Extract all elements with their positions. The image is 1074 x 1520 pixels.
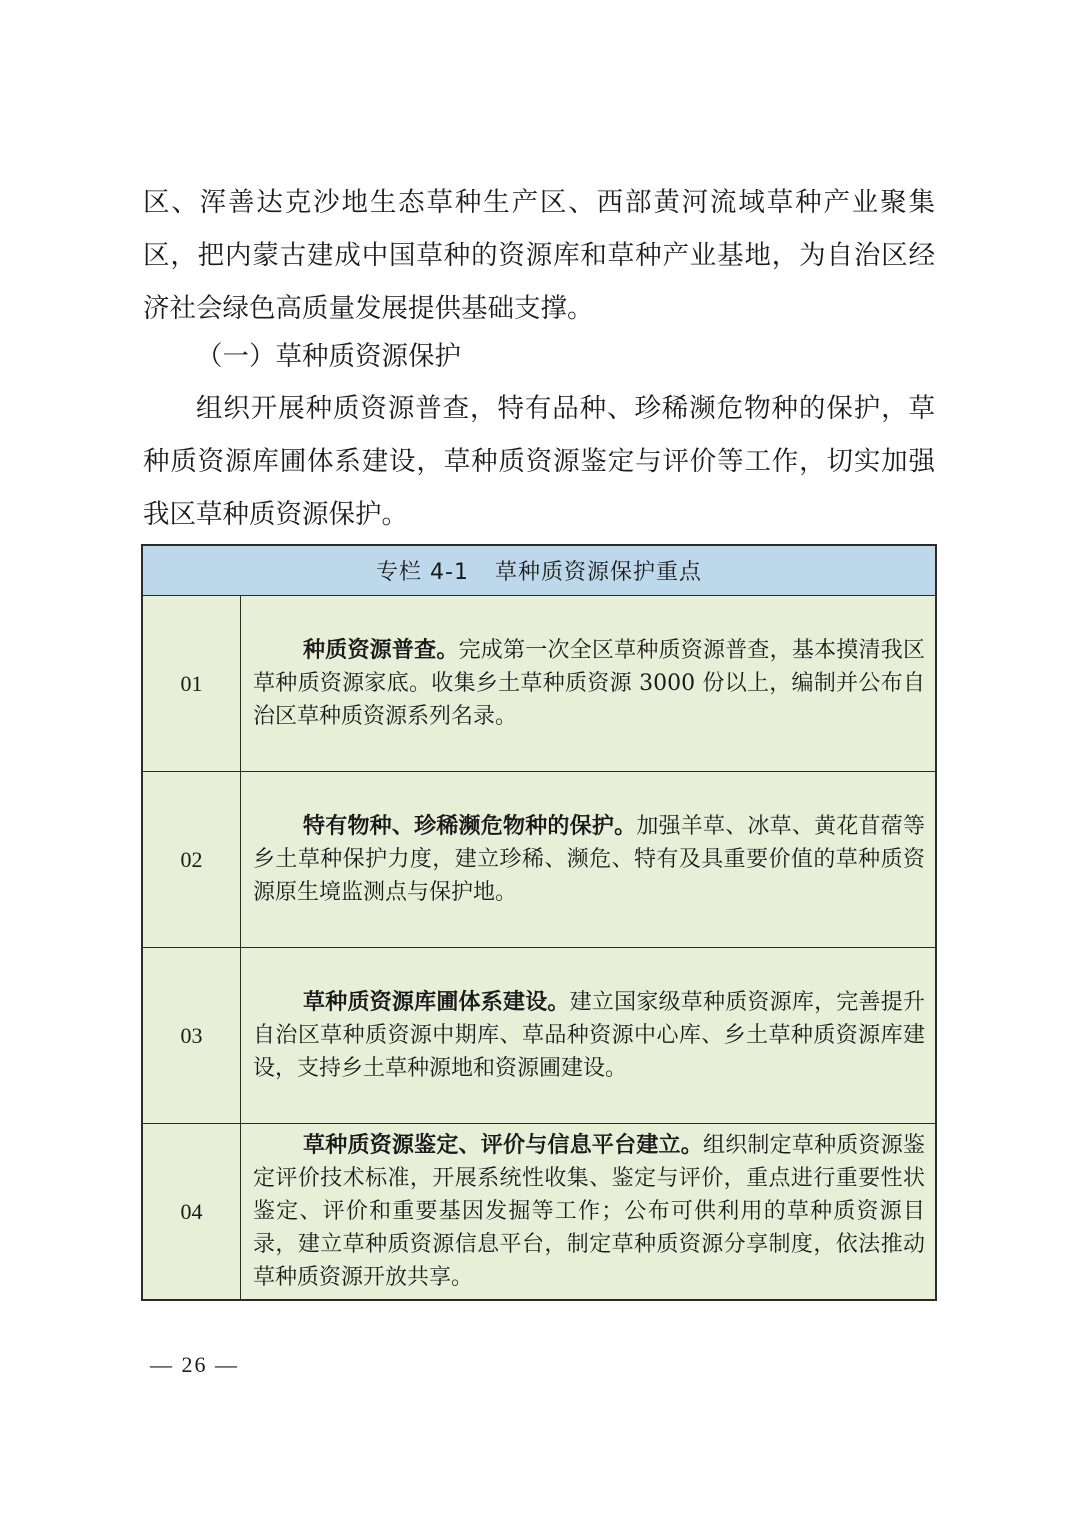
box-title xyxy=(143,546,935,596)
row-content xyxy=(241,1124,935,1299)
row-heading: 特有物种、珍稀濒危物种的保护。 xyxy=(303,814,637,839)
row-heading: 种质资源普查。 xyxy=(303,638,459,663)
row-body: 加强羊草、冰草、黄花苜蓿等乡土草种保护力度，建立珍稀、濒危、特有及具重要价值的草种质资源原生境监测点与保护地。 xyxy=(253,814,925,905)
row-body: 组织制定草种质资源鉴定评价技术标准，开展系统性收集、鉴定与评价，重点进行重要性状鉴定、评价和重要基因发掘等工作；公布可供利用的草种质资源目录，建立草种质资源信息平台，制定草种质资源分享制度，依法推动草种质资源开放共享。 xyxy=(253,1133,925,1290)
row-heading: 草种质资源库圃体系建设。 xyxy=(303,990,570,1015)
box-title-number: 专栏 4-1 xyxy=(376,560,469,585)
section-heading: （一）草种质资源保护 xyxy=(196,341,461,372)
table-row xyxy=(143,1124,935,1299)
row-body: 完成第一次全区草种质资源普查，基本摸清我区草种质资源家底。收集乡土草种质资源 3000 份以上，编制并公布自治区草种质资源系列名录。 xyxy=(253,638,925,729)
box-title-text: 草种质资源保护重点 xyxy=(494,560,702,585)
table-row xyxy=(143,948,935,1124)
table-row xyxy=(143,596,935,772)
row-number: 04 xyxy=(143,1124,241,1299)
table-row xyxy=(143,772,935,948)
paragraph-continuation: 区、浑善达克沙地生态草种生产区、西部黄河流域草种产业聚集区，把内蒙古建成中国草种的资源库和草种产业基地，为自治区经济社会绿色高质量发展提供基础支撑。 xyxy=(143,187,935,324)
row-number: 02 xyxy=(143,772,241,947)
column-box xyxy=(141,544,937,1301)
row-content xyxy=(241,948,935,1123)
row-content xyxy=(241,772,935,947)
paragraph-intro: 组织开展种质资源普查，特有品种、珍稀濒危物种的保护，草种质资源库圃体系建设，草种质资源鉴定与评价等工作，切实加强我区草种质资源保护。 xyxy=(143,393,935,530)
row-content xyxy=(241,596,935,771)
row-number: 03 xyxy=(143,948,241,1123)
row-number: 01 xyxy=(143,596,241,771)
page-number: — 26 — xyxy=(150,1352,239,1377)
row-body: 建立国家级草种质资源库，完善提升自治区草种质资源中期库、草品种资源中心库、乡土草种质资源库建设，支持乡土草种源地和资源圃建设。 xyxy=(253,990,925,1081)
row-heading: 草种质资源鉴定、评价与信息平台建立。 xyxy=(303,1133,703,1158)
